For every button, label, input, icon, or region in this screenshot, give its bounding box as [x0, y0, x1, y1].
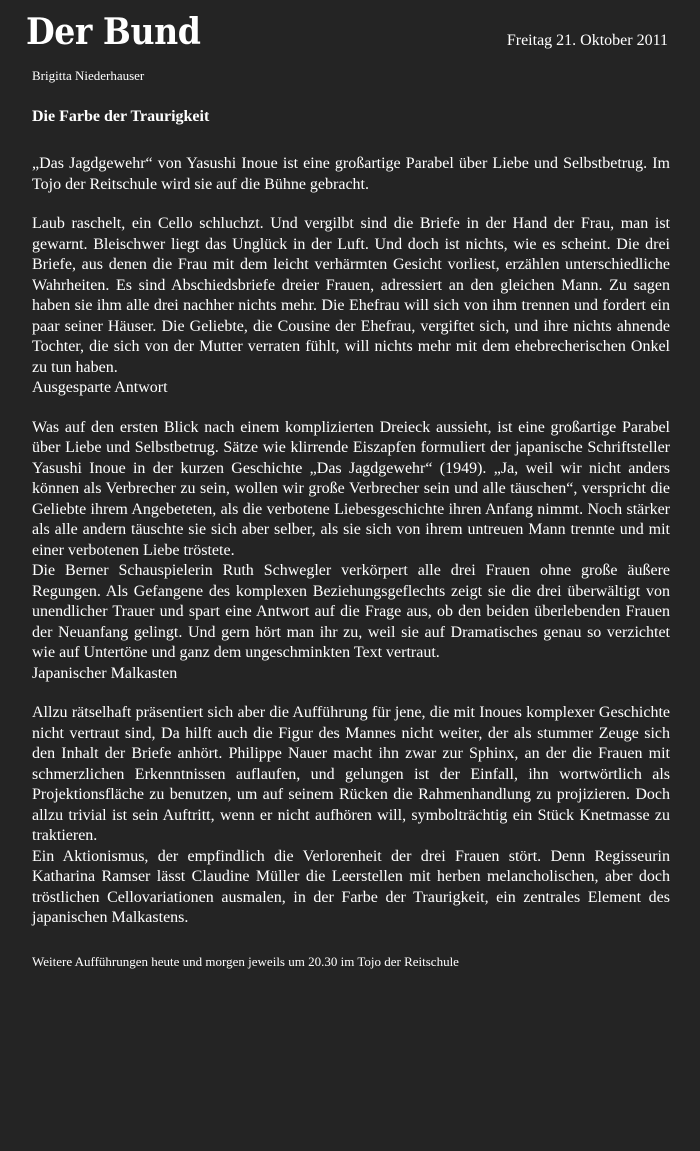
subheading-japanischer-malkasten: Japanischer Malkasten	[32, 664, 178, 682]
paragraph-3: Die Berner Schauspielerin Ruth Schwegler verkörpert alle drei Frauen ohne große äußere Regungen. Als Gefangene des komplexen Beziehungsgeflechts zeigt sie die drei überwältigt von unendlicher Trauer und spart eine Antwort auf die Frage aus, ob den beiden überlebenden Frauen der Neuanfang gelingt. Und gern hört man ihr zu, weil sie auf Dramatisches genau so verzichtet wie auf Untertöne und ganz dem ungeschminkten Text vertraut.	[32, 562, 670, 661]
publication-date: Freitag 21. Oktober 2011	[506, 32, 668, 49]
performance-info-footer: Weitere Aufführungen heute und morgen jeweils um 20.30 im Tojo der Reitschule	[32, 953, 459, 969]
article-lead: „Das Jagdgewehr“ von Yasushi Inoue ist eine großartige Parabel über Liebe und Selbstbetrug. Im Tojo der Reitschule wird sie auf die Bühne gebracht.	[32, 155, 670, 193]
article-body	[32, 106, 670, 971]
newspaper-logo: Der Bund	[26, 11, 201, 53]
paragraph-2: Was auf den ersten Blick nach einem komplizierten Dreieck aussieht, ist eine großartige Parabel über Liebe und Selbstbetrug. Sätze wie klirrende Eiszapfen formuliert der japanische Schriftsteller Yasushi Inoue in der kurzen Geschichte „Das Jagdgewehr“ (1949). „Ja, weil wir nicht anders können als Verbrecher zu sein, wollen wir große Verbrecher sein und alle täuschen“, verspricht die Geliebte ihrem Angebeteten, als die verbotene Liebesgeschichte ihren Anfang nimmt. Noch stärker als alle andern täuschte sie sich aber selber, als sie sich von ihrem untreuen Mann trennte und mit einer verbotenen Liebe tröstete.	[32, 418, 670, 559]
paragraph-4: Allzu rätselhaft präsentiert sich aber die Aufführung für jene, die mit Inoues komplexer Geschichte nicht vertraut sind, Da hilft auch die Figur des Mannes nicht weiter, der als stummer Zeuge sich den Inhalt der Briefe anhört. Philippe Nauer macht ihn zwar zur Sphinx, an der die Frauen mit schmerzlichen Erkenntnissen auflaufen, und gelungen ist der Einfall, ihn wortwörtlich als Projektionsfläche zu benutzen, um auf seinem Rücken die Rahmenhandlung zu projizieren. Doch allzu trivial ist sein Auftritt, wenn er nicht aufhören will, symbolträchtig ein Stück Knetmasse zu traktieren.	[32, 704, 670, 844]
paragraph-1: Laub raschelt, ein Cello schluchzt. Und vergilbt sind die Briefe in der Hand der Frau, man ist gewarnt. Bleischwer liegt das Unglück in der Luft. Und doch ist nichts, wie es scheint. Die drei Briefe, aus denen die Frau mit dem leicht verhärmten Gesicht vorliest, erzählen unterschiedliche Wahrheiten. Es sind Abschiedsbriefe dreier Frauen, adressiert an den gleichen Mann. Zu sagen haben sie ihm alle drei nachher nichts mehr. Die Ehefrau will sich von ihm trennen und fordert ein paar seiner Häuser. Die Geliebte, die Cousine der Ehefrau, vergiftet sich, und ihre nichts ahnende Tochter, die sich von der Mutter verraten fühlt, will nichts mehr mit dem ehebrecherischen Onkel zu tun haben.	[32, 215, 670, 376]
paragraph-5: Ein Aktionismus, der empfindlich die Verlorenheit der drei Frauen stört. Denn Regisseurin Katharina Ramser lässt Claudine Müller die Leerstellen mit herben melancholischen, aber doch tröstlichen Cellovariationen ausmalen, in der Farbe der Traurigkeit, ein zentrales Element des japanischen Malkastens.	[32, 847, 670, 926]
article-title: Die Farbe der Traurigkeit	[32, 108, 210, 125]
author-byline: Brigitta Niederhauser	[32, 68, 145, 83]
subheading-ausgesparte-antwort: Ausgesparte Antwort	[32, 379, 168, 396]
